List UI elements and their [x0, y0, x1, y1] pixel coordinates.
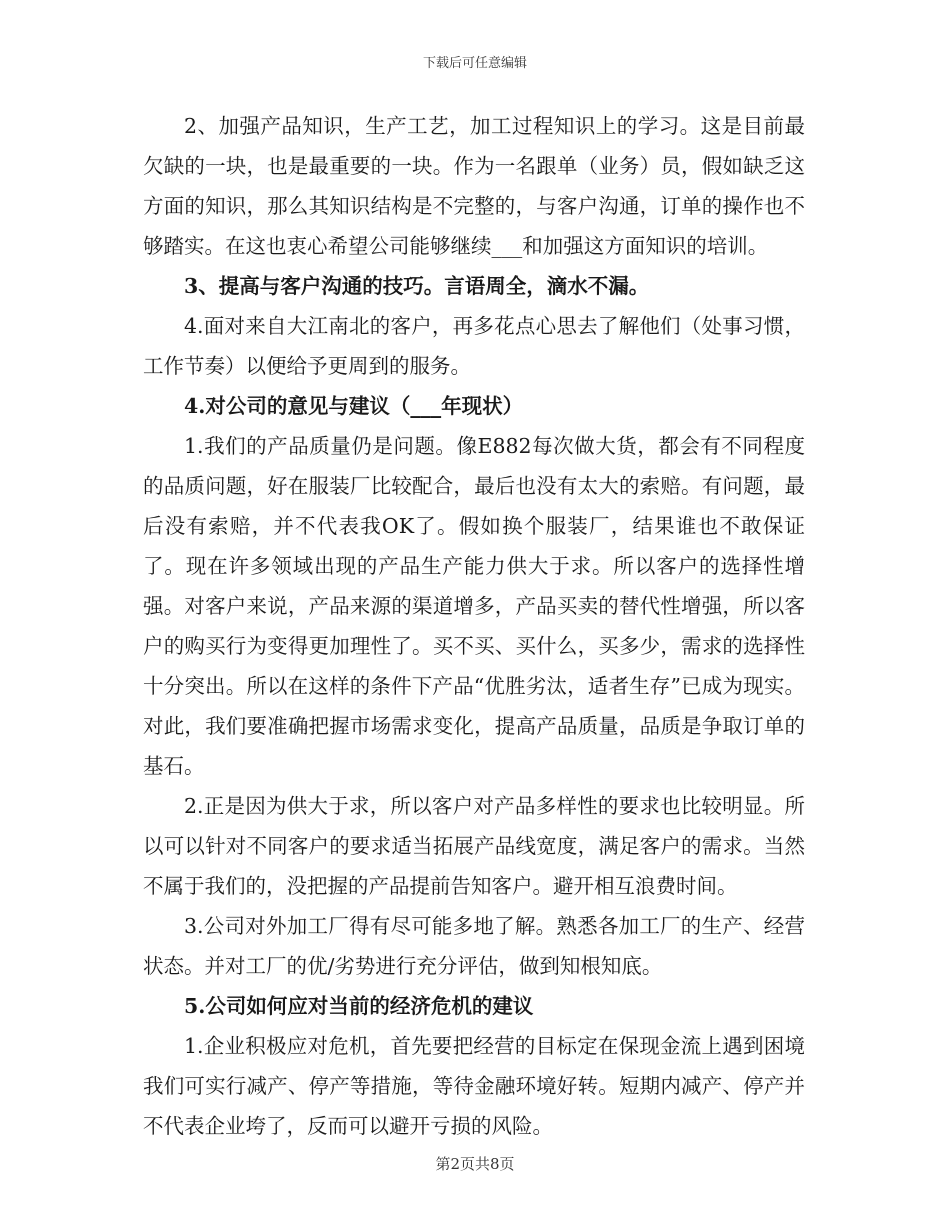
heading-company-suggestions: 4.对公司的意见与建议（___年现状） [184, 394, 524, 418]
page-header: 下载后可任意编辑 [422, 56, 527, 71]
paragraph-factory-knowledge: 3.公司对外加工厂得有尽可能多地了解。熟悉各加工厂的生产、经营状态。并对工厂的优/劣势进行充分评估，做到知根知底。 [143, 914, 805, 978]
paragraph-cash-flow: 1.企业积极应对危机，首先要把经营的目标定在保现金流上遇到困境我们可实行减产、停产等措施，等待金融环境好转。短期内减产、停产并不代表企业垮了，反而可以避开亏损的风险。 [143, 1034, 805, 1138]
heading-communication-skills: 3、提高与客户沟通的技巧。言语周全，滴水不漏。 [184, 274, 650, 298]
page-number-footer: 第2页共8页 [435, 1155, 515, 1173]
paragraph-product-diversity: 2.正是因为供大于求，所以客户对产品多样性的要求也比较明显。所以可以针对不同客户的要求适当拓展产品线宽度，满足客户的需求。当然不属于我们的，没把握的产品提前告知客户。避开相互浪费时间。 [143, 794, 805, 898]
paragraph-product-quality: 1.我们的产品质量仍是问题。像E882每次做大货，都会有不同程度的品质问题，好在服装厂比较配合，最后也没有太大的索赔。有问题，最后没有索赔，并不代表我OK了。假如换个服装厂，结果谁也不敢保证了。现在许多领域出现的产品生产能力供大于求。所以客户的选择性增强。对客户来说，产品来源的渠道增多，产品买卖的替代性增强，所以客户的购买行为变得更加理性了。买不买、买什么，买多少，需求的选择性十分突出。所以在这样的条件下产品“优胜劣汰，适者生存”已成为现实。对此，我们要准确把握市场需求变化，提高产品质量，品质是争取订单的基石。 [143, 434, 805, 778]
document-body [143, 106, 805, 1146]
paragraph-customer-service: 4.面对来自大江南北的客户，再多花点心思去了解他们（处事习惯，工作节奏）以便给予更周到的服务。 [143, 314, 805, 378]
paragraph-product-knowledge: 2、加强产品知识，生产工艺，加工过程知识上的学习。这是目前最欠缺的一块，也是最重要的一块。作为一名跟单（业务）员，假如缺乏这方面的知识，那么其知识结构是不完整的，与客户沟通，订单的操作也不够踏实。在这也衷心希望公司能够继续___和加强这方面知识的培训。 [143, 114, 805, 258]
heading-economic-crisis: 5.公司如何应对当前的经济危机的建议 [184, 994, 534, 1018]
